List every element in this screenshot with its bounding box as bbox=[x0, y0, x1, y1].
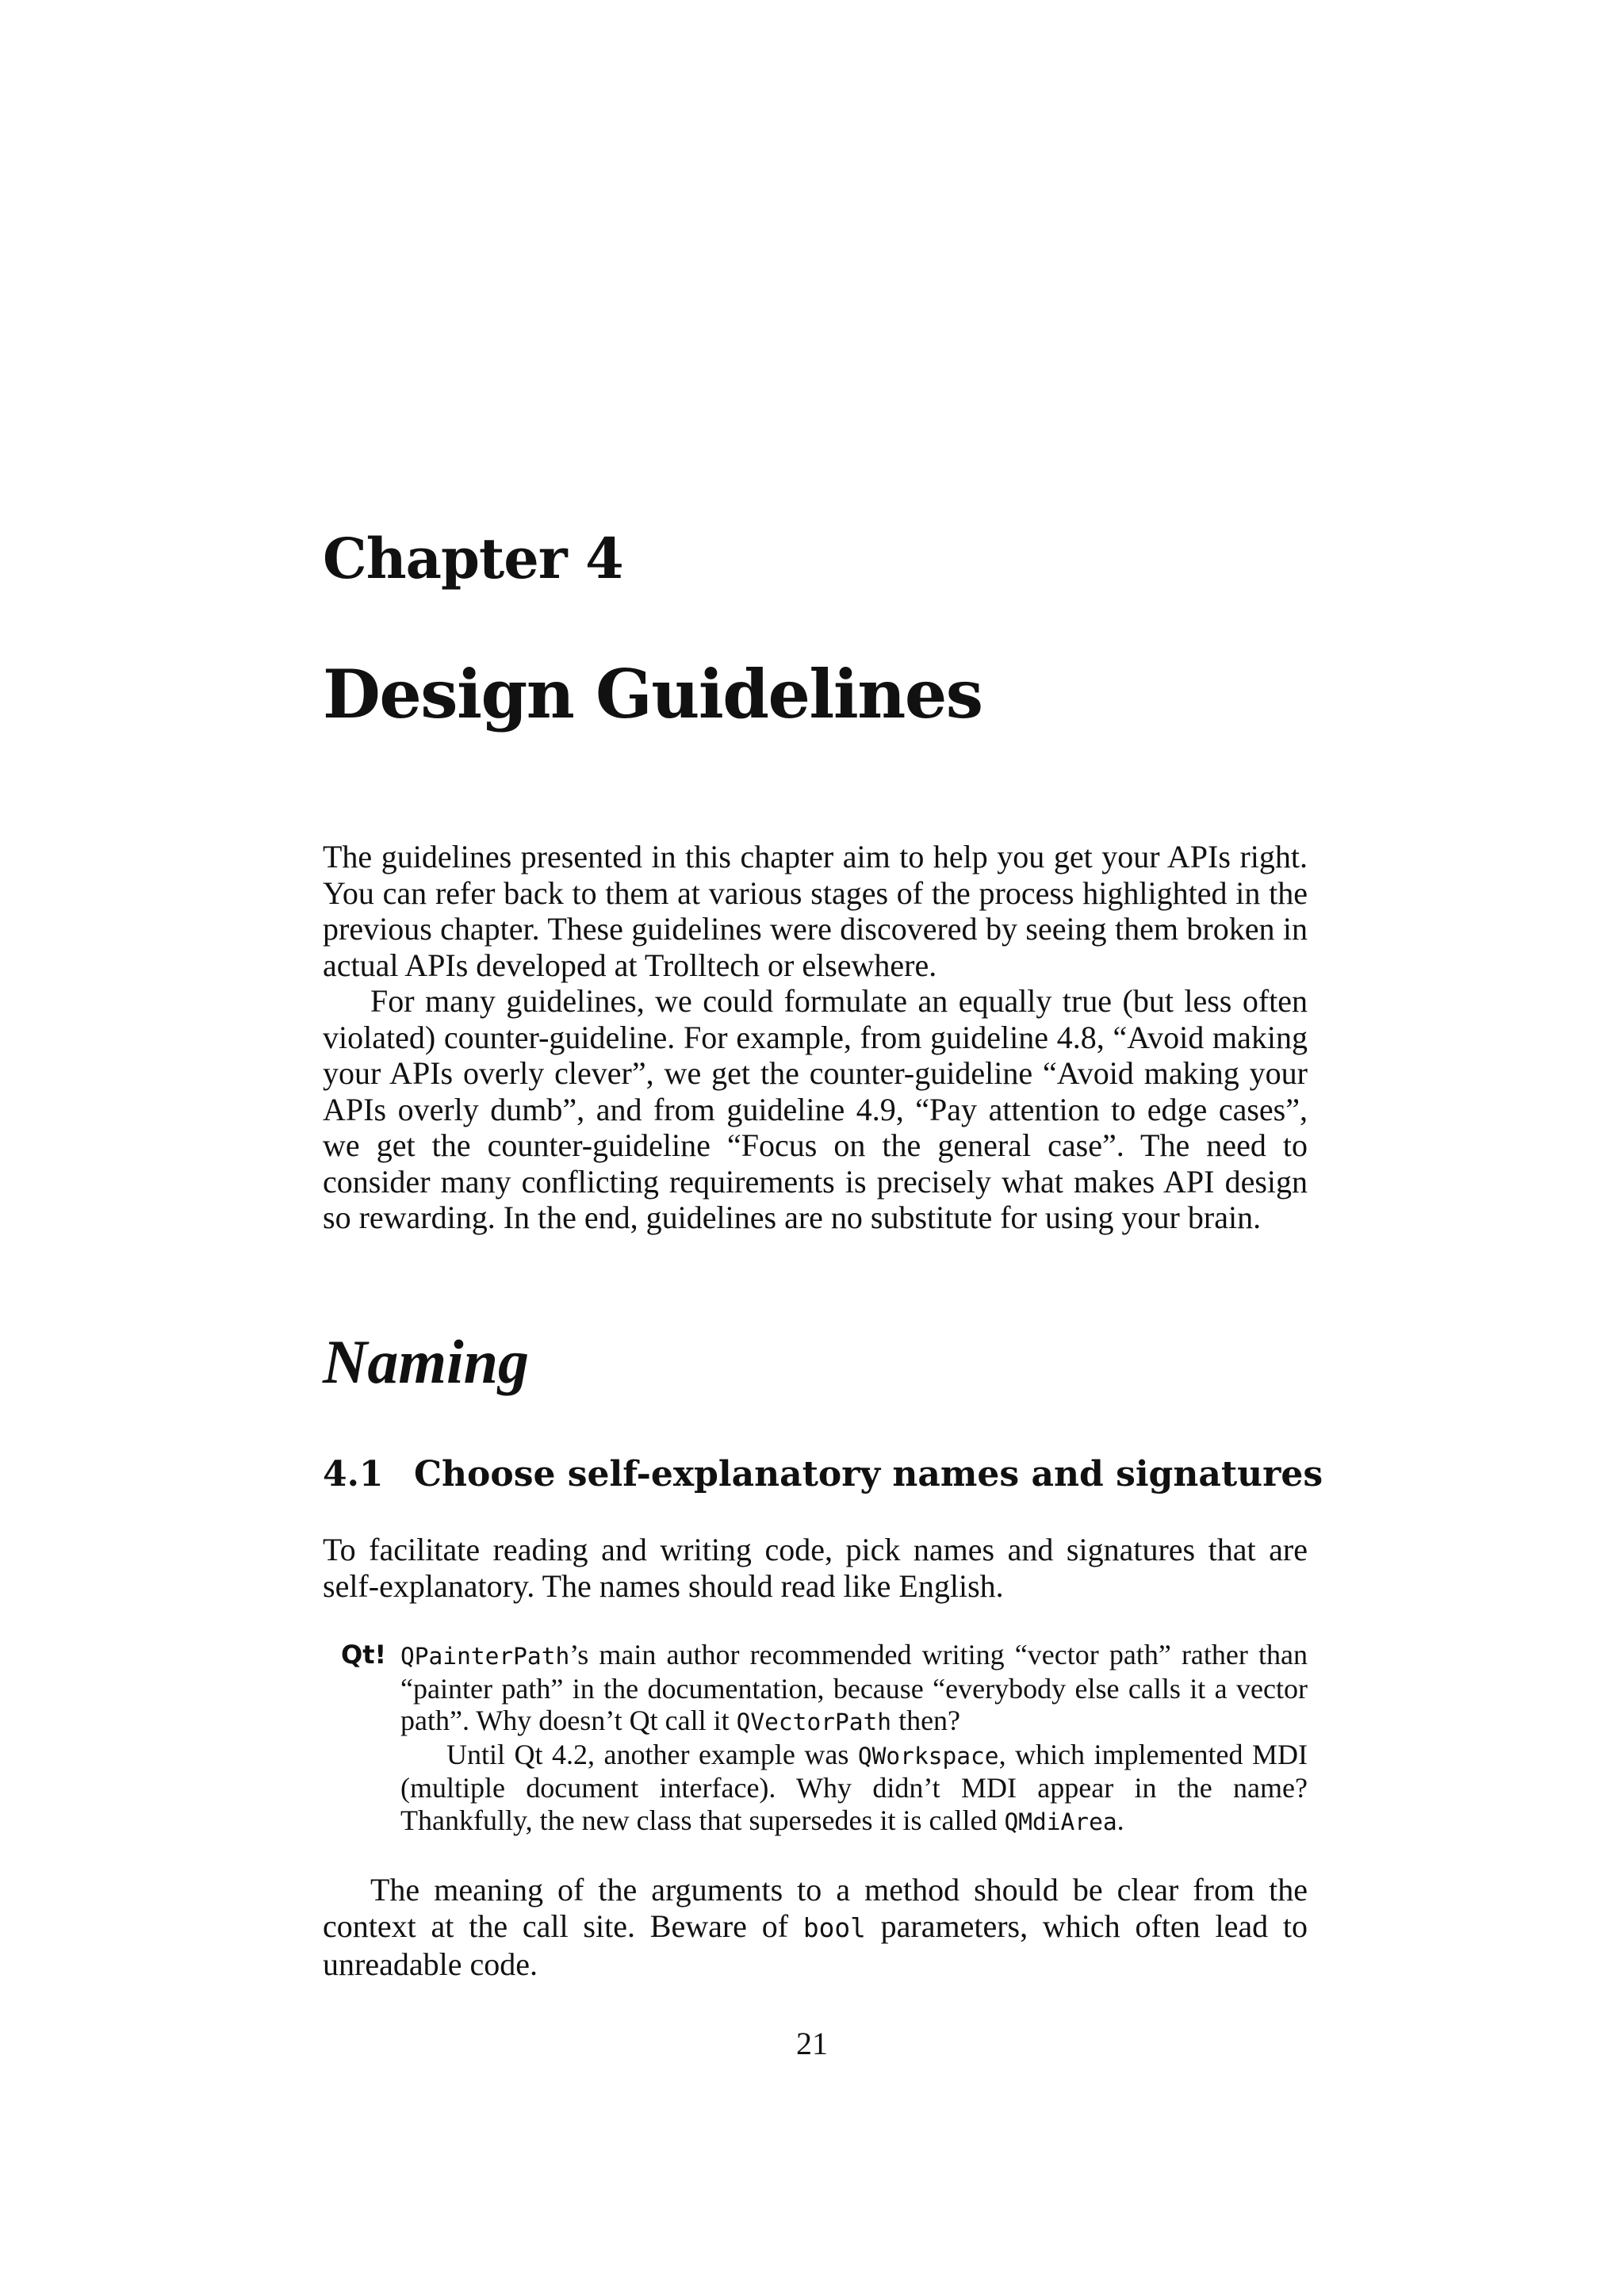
qt-note-paragraph-2 bbox=[400, 1739, 1308, 1839]
subsection-title: Choose self-explanatory names and signatures bbox=[414, 1454, 1323, 1494]
code-qmdiarea: QMdiArea bbox=[1004, 1808, 1117, 1835]
qt-note-text-span: . bbox=[1116, 1804, 1124, 1836]
code-qworkspace: QWorkspace bbox=[857, 1742, 999, 1770]
qt-note-text-span: ’s main author recommended writing “vector path” rather than “painter path” in the documentation, because “everybody else calls it a vector path”. Why doesn’t Qt call it bbox=[400, 1639, 1308, 1736]
subsection-number: 4.1 bbox=[323, 1454, 384, 1494]
subsection-heading bbox=[323, 1451, 1323, 1498]
qt-note-text-span: Until Qt 4.2, another example was bbox=[446, 1738, 858, 1770]
page-number: 21 bbox=[796, 2026, 828, 2061]
body-text-span: parameters, which often lead to unreadable code. bbox=[323, 1908, 1308, 1982]
code-bool: bool bbox=[802, 1913, 866, 1943]
chapter-title: Design Guidelines bbox=[323, 655, 982, 733]
body-text-span: The meaning of the arguments to a method should be clear from the context at the call site. Beware of bbox=[323, 1872, 1308, 1944]
intro-paragraph-1: The guidelines presented in this chapter aim to help you get your APIs right. You can refer back to them at various stages of the process highlighted in the previous chapter. These guidelines were discovered by seeing them broken in actual APIs developed at Trolltech or elsewhere. bbox=[323, 839, 1308, 983]
intro-paragraph-2: For many guidelines, we could formulate an equally true (but less often violated) counter-guideline. For example, from guideline 4.8, “Avoid making your APIs overly clever”, we get the counter-guideline “Avoid making your APIs overly dumb”, and from guideline 4.9, “Pay attention to edge cases”, we get the counter-guideline “Focus on the general case”. The need to consider many conflicting requirements is precisely what makes API design so rewarding. In the end, guidelines are no substitute for using your brain. bbox=[323, 983, 1308, 1235]
chapter-label: Chapter 4 bbox=[323, 526, 623, 591]
qt-note-text-span: then? bbox=[891, 1705, 961, 1736]
qt-note-text bbox=[400, 1639, 1308, 1838]
code-qpainterpath: QPainterPath bbox=[400, 1643, 570, 1670]
body-paragraph-2 bbox=[323, 1872, 1308, 1983]
intro-text bbox=[323, 839, 1308, 1236]
body-paragraph-1: To facilitate reading and writing code, pick names and signatures that are self-explanatory. The names should read like English. bbox=[323, 1532, 1308, 1604]
qt-note-text-span: , which implemented MDI (multiple document interface). Why didn’t MDI appear in the name? Thankfully, the new class that supersedes it is called bbox=[400, 1738, 1308, 1836]
qt-note-label: Qt! bbox=[341, 1640, 387, 1670]
section-title: Naming bbox=[323, 1327, 530, 1396]
qt-note-paragraph-1 bbox=[400, 1639, 1308, 1739]
code-qvectorpath: QVectorPath bbox=[736, 1709, 892, 1735]
